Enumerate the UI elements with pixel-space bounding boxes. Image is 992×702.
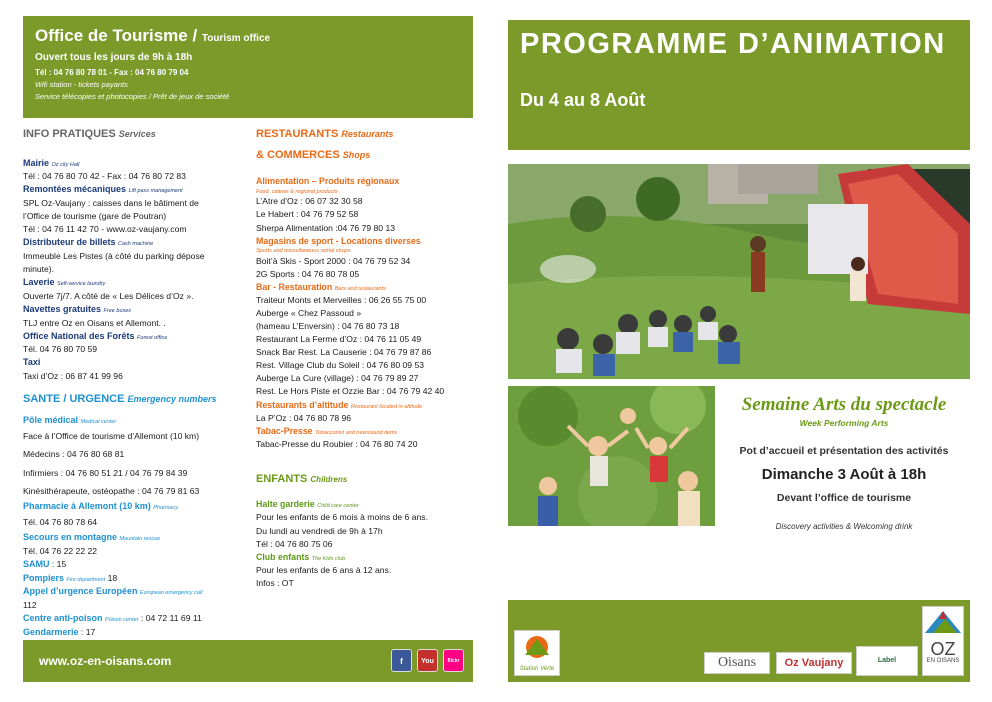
medical-center-line: Face à l’Office de tourisme d’Allemont (10 km) bbox=[23, 431, 200, 442]
tourism-office-header bbox=[23, 16, 473, 118]
restaurants-list bbox=[256, 175, 482, 451]
european-call-label: Appel d’urgence Européen European emergency call bbox=[23, 586, 203, 597]
medical-center-lines bbox=[23, 427, 248, 499]
info-item-line: Tél. 04 76 80 70 59 bbox=[23, 344, 98, 355]
event-subtitle: Week Performing Arts bbox=[799, 417, 889, 428]
facebook-icon[interactable]: f bbox=[391, 649, 412, 672]
shop-line: (hameau L’Enversin) : 04 76 80 73 18 bbox=[256, 321, 400, 332]
club-line: Infos : OT bbox=[256, 578, 294, 589]
oz-vaujany-logo: Oz Vaujany bbox=[776, 652, 852, 674]
info-item-line: minute). bbox=[23, 264, 55, 275]
info-item-label: Mairie Oz city Hall bbox=[23, 157, 80, 168]
event-block bbox=[718, 394, 970, 531]
oz-en-oisans-logo: OZ EN OISANS bbox=[922, 606, 964, 676]
performance-photo bbox=[508, 164, 970, 379]
shop-line: 2G Sports : 04 76 80 78 05 bbox=[256, 268, 360, 279]
shop-group-sublabel: Sports and miscellaneous rental shops bbox=[256, 247, 351, 254]
youtube-icon[interactable]: You bbox=[417, 649, 438, 672]
info-list bbox=[23, 157, 248, 383]
mountain-rescue-phone: Tél. 04 76 22 22 22 bbox=[23, 546, 98, 557]
info-item-label: Office National des Forêts Forest office bbox=[23, 330, 168, 341]
shop-line: Auberge La Cure (village) : 04 76 79 89 27 bbox=[256, 373, 419, 384]
shop-group-label: Magasins de sport - Locations diverses bbox=[256, 235, 421, 246]
info-column bbox=[23, 126, 248, 640]
oisans-logo: Oisans bbox=[704, 652, 770, 674]
info-item-line: Tél : 04 76 11 42 70 - www.oz-vaujany.com bbox=[23, 224, 187, 235]
shop-line: Tabac-Presse du Roubier : 04 76 80 74 20 bbox=[256, 439, 418, 450]
club-line: Pour les enfants de 6 ans à 12 ans. bbox=[256, 564, 392, 575]
info-item-line: Immeuble Les Pistes (à côté du parking dépose bbox=[23, 250, 205, 261]
halte-line: Du lundi au vendredi de 9h à 17h bbox=[256, 525, 383, 536]
shop-line: Sherpa Alimentation :04 76 79 80 13 bbox=[256, 222, 396, 233]
program-title: PROGRAMME D’ANIMATION bbox=[520, 28, 946, 60]
medical-center-label: Pôle médical Medical center bbox=[23, 414, 117, 425]
info-item-label: Distributeur de billets Cash machine bbox=[23, 237, 154, 248]
halte-line: Tél : 04 76 80 75 06 bbox=[256, 538, 333, 549]
samu-line: SAMU : 15 bbox=[23, 559, 67, 570]
shop-group-label: Tabac-Presse Tobacconist and newsstand items bbox=[256, 425, 398, 436]
event-date: Dimanche 3 Août à 18h bbox=[761, 465, 927, 483]
shop-line: La P’Oz : 04 76 80 78 96 bbox=[256, 412, 352, 423]
info-item-line: Taxi d’Oz : 06 87 41 99 96 bbox=[23, 370, 123, 381]
urgence-heading: SANTE / URGENCE Emergency numbers bbox=[23, 393, 217, 406]
shop-line: Boit’à Skis - Sport 2000 : 04 76 79 52 34 bbox=[256, 255, 411, 266]
medical-center-line: Kinésithérapeute, ostéopathe : 04 76 79 81 63 bbox=[23, 485, 200, 496]
mountain-rescue-label: Secours en montagne Mountain rescue bbox=[23, 532, 161, 543]
info-item-line: Tél : 04 76 80 70 42 - Fax : 04 76 80 72 83 bbox=[23, 171, 186, 182]
logos-footer bbox=[508, 600, 970, 682]
shop-line: Rest. Le Hors Piste et Ozzie Bar : 04 76 79 42 40 bbox=[256, 386, 445, 397]
shops-column bbox=[256, 126, 482, 590]
shop-group-sublabel: Food, caterer & regional products bbox=[256, 188, 338, 195]
medical-center-line: Infirmiers : 04 76 80 51 21 / 04 76 79 84 39 bbox=[23, 467, 188, 478]
performance-photo-drawing bbox=[508, 164, 970, 379]
station-verte-icon bbox=[515, 631, 559, 661]
children-photo-drawing bbox=[508, 386, 715, 526]
medical-center-line: Médecins : 04 76 80 68 81 bbox=[23, 449, 125, 460]
shop-line: Traiteur Monts et Merveilles : 06 26 55 75 00 bbox=[256, 295, 427, 306]
info-item-label: Laverie Self-service laundry bbox=[23, 277, 106, 288]
website-link[interactable]: www.oz-en-oisans.com bbox=[39, 654, 172, 668]
shop-group-label: Bar - Restauration Bars and restaurants bbox=[256, 281, 386, 292]
event-welcome: Pot d’accueil et présentation des activités bbox=[739, 444, 949, 457]
info-item-line: Ouverte 7j/7. A côté de « Les Délices d’Oz ». bbox=[23, 290, 194, 301]
shop-line: L’Atre d’Oz : 06 07 32 30 58 bbox=[256, 196, 363, 207]
mountain-icon bbox=[923, 607, 963, 635]
commerces-heading: & COMMERCES Shops bbox=[256, 148, 371, 161]
enfants-heading: ENFANTS Childrens bbox=[256, 473, 348, 486]
shop-group-label: Alimentation – Produits régionaux bbox=[256, 176, 400, 187]
station-verte-logo: Station Verte bbox=[514, 630, 560, 676]
info-item-label: Navettes gratuites Free buses bbox=[23, 303, 132, 314]
club-label: Club enfants The Kids club bbox=[256, 551, 346, 562]
website-footer bbox=[23, 640, 473, 682]
pharmacy-phone: Tél. 04 76 80 78 64 bbox=[23, 517, 98, 528]
shop-line: Rest. Village Club du Soleil : 04 76 80 09 53 bbox=[256, 360, 425, 371]
poison-center-line: Centre anti-poison Poison center : 04 72 11 69 11 bbox=[23, 613, 202, 624]
club-lines bbox=[256, 564, 482, 590]
office-wifi: Wifi station - tickets payants bbox=[35, 80, 128, 89]
info-item-line: l’Office de tourisme (gare de Poutran) bbox=[23, 211, 167, 222]
children-photo bbox=[508, 386, 715, 526]
event-place: Devant l’office de tourisme bbox=[776, 491, 912, 504]
shop-line: Restaurant La Ferme d’Oz : 04 76 11 05 49 bbox=[256, 334, 422, 345]
halte-lines bbox=[256, 511, 482, 550]
program-dates: Du 4 au 8 Août bbox=[520, 90, 646, 110]
shop-line: Auberge « Chez Passoud » bbox=[256, 308, 362, 319]
shop-line: Snack Bar Rest. La Causerie : 04 76 79 87 86 bbox=[256, 347, 432, 358]
info-item-line: SPL Oz-Vaujany : caisses dans le bâtiment de bbox=[23, 198, 199, 209]
european-call-number: 112 bbox=[23, 600, 37, 611]
info-item-line: TLJ entre Oz en Oisans et Allemont. . bbox=[23, 317, 166, 328]
pompiers-line: Pompiers Fire department 18 bbox=[23, 572, 118, 583]
office-hours: Ouvert tous les jours de 9h à 18h bbox=[35, 52, 193, 63]
program-header bbox=[508, 20, 970, 150]
event-english: Discovery activities & Welcoming drink bbox=[775, 521, 913, 531]
flickr-icon[interactable]: flickr bbox=[443, 649, 464, 672]
shop-group-label: Restaurants d’altitude Restaurant located in altitude bbox=[256, 399, 423, 410]
info-item-label: Remontées mécaniques Lift pass management bbox=[23, 184, 183, 195]
urgence-section bbox=[23, 414, 248, 640]
info-heading: INFO PRATIQUES Services bbox=[23, 128, 156, 140]
office-services: Service télécopies et photocopies / Prêt de jeux de société bbox=[35, 92, 230, 101]
gendarmerie-line: Gendarmerie : 17 bbox=[23, 626, 96, 637]
office-title: Office de Tourisme / Tourism office bbox=[35, 26, 271, 45]
halte-line: Pour les enfants de 6 mois à moins de 6 ans. bbox=[256, 512, 428, 523]
office-phone-fax: Tél : 04 76 80 78 01 - Fax : 04 76 80 79 04 bbox=[35, 68, 189, 77]
shop-line: Le Habert : 04 76 79 52 58 bbox=[256, 209, 359, 220]
restaurants-heading: RESTAURANTS Restaurants bbox=[256, 128, 394, 140]
info-item-label: Taxi bbox=[23, 357, 41, 368]
halte-label: Halte garderie Child care center bbox=[256, 499, 359, 510]
event-title: Semaine Arts du spectacle bbox=[741, 394, 947, 415]
pharmacy-label: Pharmacie à Allemont (10 km) Pharmacy bbox=[23, 500, 178, 511]
label-logo: Label bbox=[856, 646, 918, 676]
